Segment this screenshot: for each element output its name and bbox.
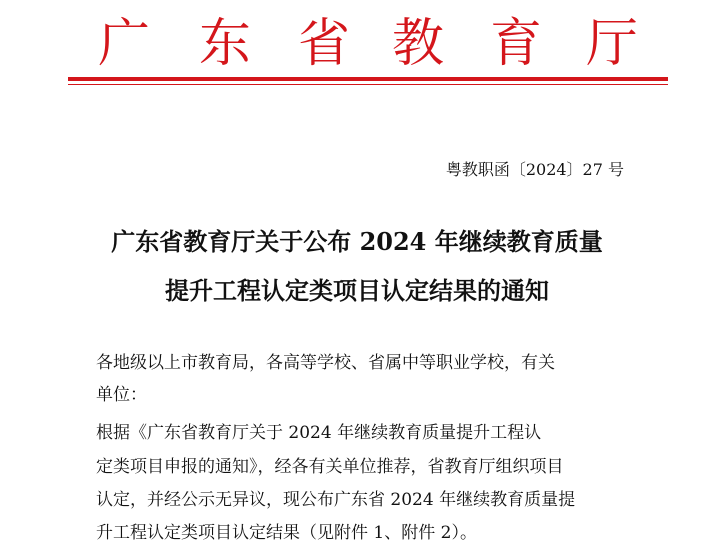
- body-line: 升工程认定类项目认定结果（见附件 1、附件 2）。: [96, 523, 477, 543]
- header-character: 厅: [585, 14, 638, 74]
- body-line: 定类项目申报的通知》，经各有关单位推荐，省教育厅组织项目: [96, 457, 564, 477]
- header-character: 教: [391, 14, 444, 74]
- header-character: 省: [297, 14, 350, 74]
- body-line: 根据《广东省教育厅关于 2024 年继续教育质量提升工程认: [96, 423, 542, 443]
- header-character: 广: [97, 14, 150, 74]
- document-number: 粤教职函〔2024〕27 号: [445, 160, 624, 179]
- body-line: 单位：: [96, 385, 147, 405]
- header-red-thick-rule: [68, 77, 668, 81]
- document-title-line-1: 广东省教育厅关于公布 2024 年继续教育质量: [111, 227, 603, 256]
- issuing-authority-header: [0, 8, 714, 80]
- document-title-line-2: 提升工程认定类项目认定结果的通知: [165, 276, 549, 305]
- header-character: 东: [198, 14, 251, 74]
- body-line: 各地级以上市教育局，各高等学校、省属中等职业学校，有关: [96, 353, 555, 373]
- header-red-thin-rule: [68, 84, 668, 85]
- body-line: 认定，并经公示无异议，现公布广东省 2024 年继续教育质量提: [96, 490, 576, 510]
- header-character: 育: [489, 14, 542, 74]
